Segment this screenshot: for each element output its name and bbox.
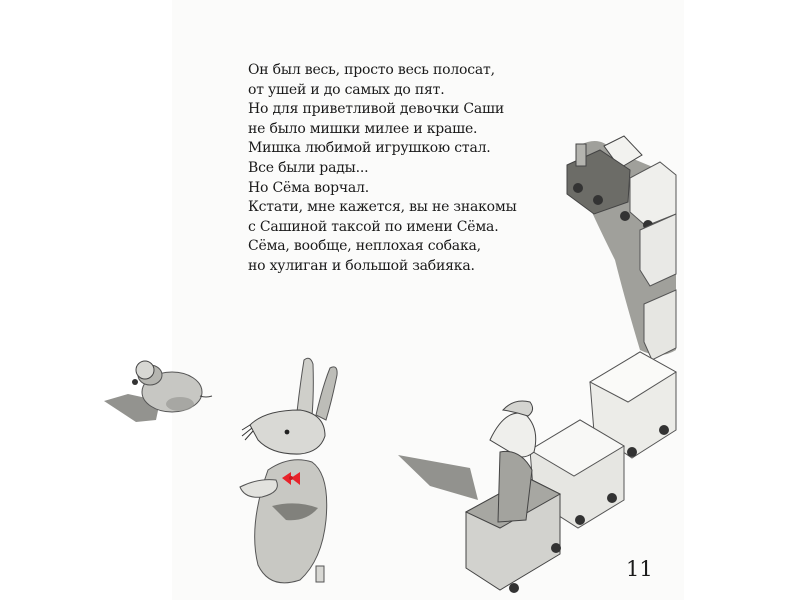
poem-line: Он был весь, просто весь полосат, (248, 62, 495, 78)
poem-line: с Сашиной таксой по имени Сёма. (248, 218, 499, 235)
poem-line: Все были рады... (248, 159, 369, 176)
poem-line: Кстати, мне кажется, вы не знакомы (248, 199, 517, 216)
poem-line: не было мишки милее и краше. (248, 120, 478, 137)
poem-line: Но Сёма ворчал. (248, 179, 369, 196)
page-number: 11 (626, 557, 653, 581)
poem-line: Но для приветливой девочки Саши (248, 101, 504, 118)
poem-line: от ушей и до самых до пят. (248, 81, 445, 98)
toy-rabbit-illustration (240, 358, 337, 583)
poem-line: но хулиган и большой забияка. (248, 257, 475, 274)
poem-line: Сёма, вообще, неплохая собака, (248, 238, 481, 255)
toy-mouse-illustration (104, 361, 212, 422)
toy-train-illustration (398, 136, 676, 593)
poem-line: Мишка любимой игрушкою стал. (248, 140, 491, 157)
